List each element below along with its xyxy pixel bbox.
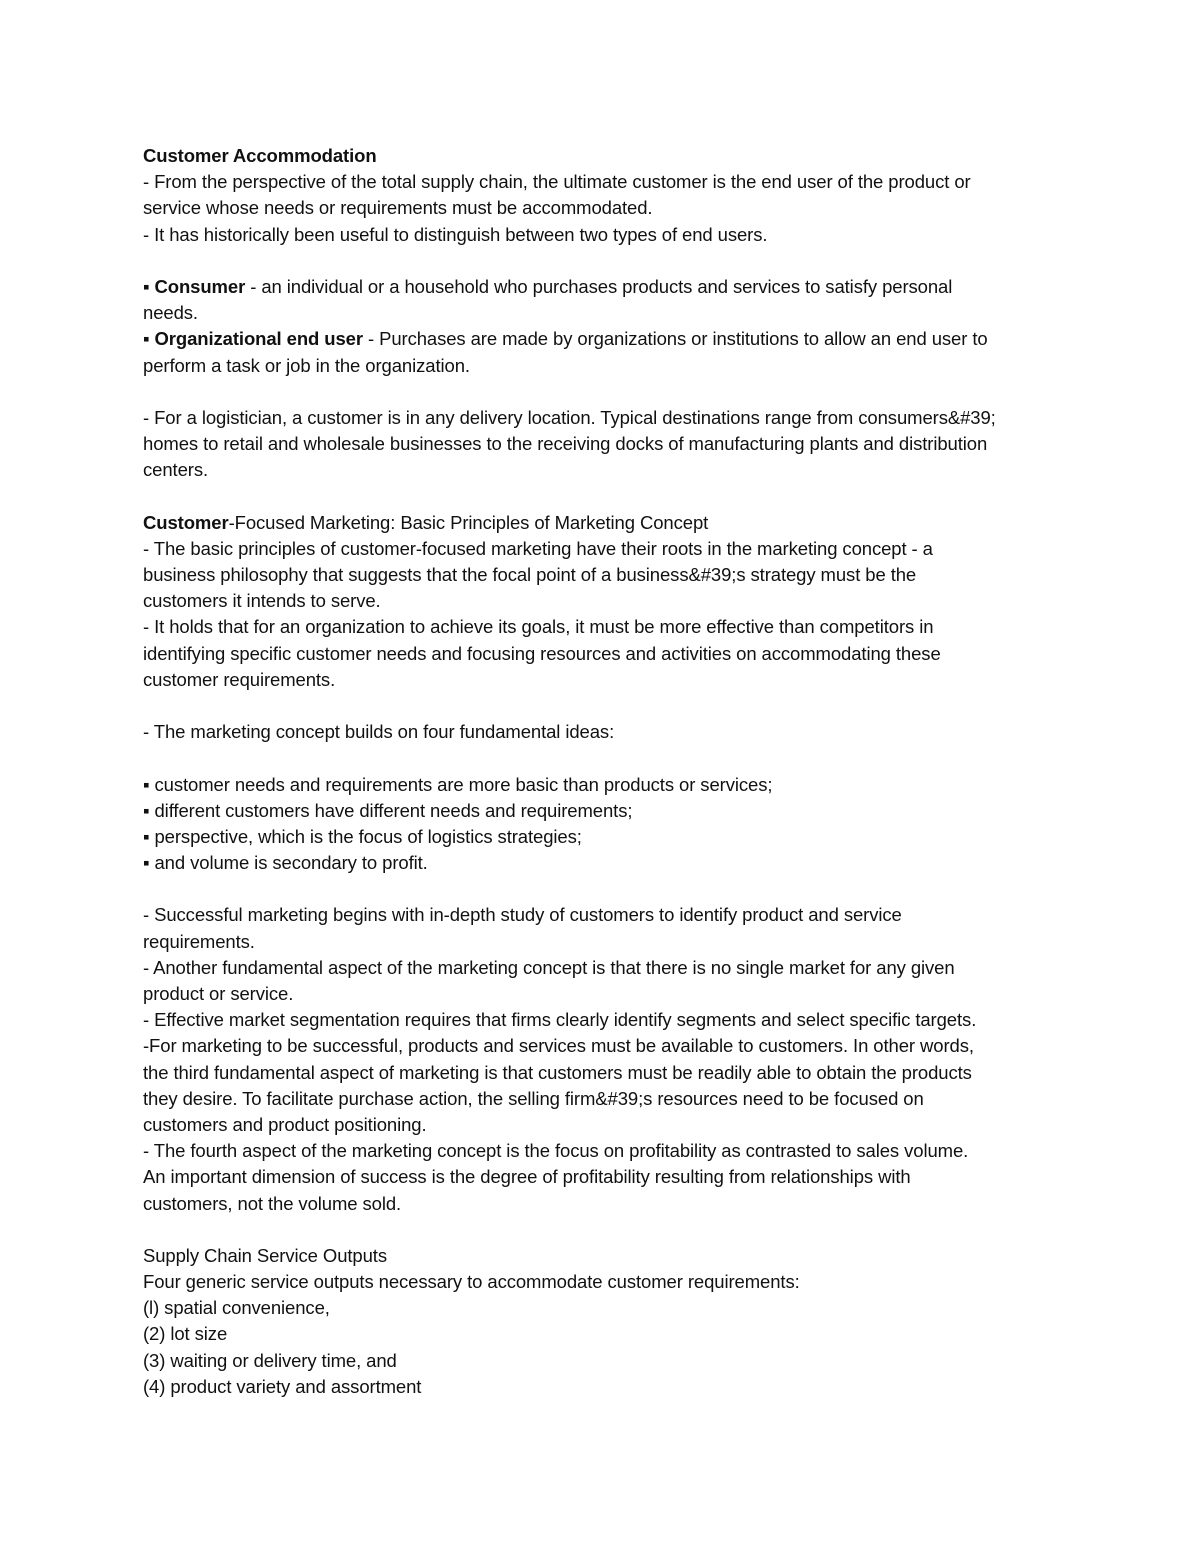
bullet-consumer: [143, 274, 1068, 300]
paragraph-line: business philosophy that suggests that the focal point of a business&#39;s strategy must be the: [143, 564, 917, 585]
blank-line: [143, 379, 1068, 405]
bullet-marker: ▪: [143, 275, 155, 297]
list-item-idea: ▪ perspective, which is the focus of logistics strategies;: [143, 825, 582, 847]
heading-bold-part: Customer: [143, 511, 229, 533]
paragraph-line: - From the perspective of the total supply chain, the ultimate customer is the end user of the product or: [143, 171, 971, 193]
paragraph-line: - It holds that for an organization to achieve its goals, it must be more effective than competitors in: [143, 616, 934, 638]
paragraph-line: product or service.: [143, 983, 294, 1004]
list-item-output: (l) spatial convenience,: [143, 1297, 330, 1319]
paragraph-line: customers it intends to serve.: [143, 590, 381, 612]
paragraph-line: service whose needs or requirements must be accommodated.: [143, 197, 653, 219]
paragraph-line: requirements.: [143, 930, 255, 952]
paragraph-line: perform a task or job in the organization.: [143, 354, 470, 376]
term-organizational-end-user: Organizational end user: [154, 328, 363, 350]
blank-line: [143, 248, 1068, 274]
list-item-output: (3) waiting or delivery time, and: [143, 1349, 397, 1371]
paragraph-line: identifying specific customer needs and focusing resources and activities on accommodating these: [143, 642, 941, 664]
paragraph-line: Four generic service outputs necessary to accommodate customer requirements:: [143, 1271, 800, 1293]
paragraph-line: - For a logistician, a customer is in any delivery location. Typical destinations range from consumers&#39;: [143, 406, 996, 428]
blank-line: [143, 1217, 1068, 1243]
paragraph-line: -For marketing to be successful, products and services must be available to customers. In other words,: [143, 1035, 974, 1057]
blank-line: [143, 876, 1068, 902]
bullet-marker: ▪: [143, 328, 155, 350]
paragraph-line: they desire. To facilitate purchase action, the selling firm&#39;s resources need to be focused on: [143, 1087, 924, 1109]
list-item-idea: ▪ different customers have different needs and requirements;: [143, 799, 633, 821]
paragraph-line: - It has historically been useful to distinguish between two types of end users.: [143, 223, 768, 245]
heading-rest-part: -Focused Marketing: Basic Principles of Marketing Concept: [228, 511, 709, 533]
definition-text: - an individual or a household who purchases products and services to satisfy personal: [245, 275, 953, 297]
list-item-idea: ▪ customer needs and requirements are more basic than products or services;: [143, 773, 773, 795]
paragraph-line: customers and product positioning.: [143, 1113, 427, 1135]
paragraph-line: the third fundamental aspect of marketing is that customers must be readily able to obtain the products: [143, 1061, 972, 1083]
section-heading-customer-focused-marketing: [143, 510, 1068, 536]
term-consumer: Consumer: [154, 275, 246, 297]
bullet-organizational-end-user: [143, 326, 1068, 352]
paragraph-line: - Successful marketing begins with in-depth study of customers to identify product and service: [143, 904, 902, 926]
document-body: [143, 143, 1068, 1400]
paragraph-line: - Effective market segmentation requires that firms clearly identify segments and select specific targets.: [143, 1009, 977, 1031]
paragraph-line: needs.: [143, 302, 198, 324]
list-item-idea: ▪ and volume is secondary to profit.: [143, 852, 428, 874]
section-heading-customer-accommodation: Customer Accommodation: [143, 145, 377, 166]
paragraph-line: An important dimension of success is the degree of profitability resulting from relationships with: [143, 1166, 911, 1188]
paragraph-line: - The basic principles of customer-focused marketing have their roots in the marketing concept - a: [143, 537, 933, 559]
blank-line: [143, 483, 1068, 509]
definition-text: - Purchases are made by organizations or institutions to allow an end user to: [362, 328, 988, 350]
paragraph-line: customers, not the volume sold.: [143, 1192, 402, 1214]
list-item-output: (2) lot size: [143, 1323, 228, 1345]
list-item-output: (4) product variety and assortment: [143, 1375, 422, 1397]
blank-line: [143, 693, 1068, 719]
paragraph-line: homes to retail and wholesale businesses to the receiving docks of manufacturing plants and distribution: [143, 433, 988, 455]
section-heading-supply-chain-service-outputs: Supply Chain Service Outputs: [143, 1244, 387, 1266]
paragraph-line: - The marketing concept builds on four fundamental ideas:: [143, 721, 615, 743]
blank-line: [143, 745, 1068, 771]
paragraph-line: centers.: [143, 459, 209, 481]
paragraph-line: customer requirements.: [143, 668, 336, 690]
paragraph-line: - Another fundamental aspect of the marketing concept is that there is no single market for any given: [143, 956, 955, 978]
paragraph-line: - The fourth aspect of the marketing concept is the focus on profitability as contrasted to sales volume.: [143, 1140, 969, 1162]
